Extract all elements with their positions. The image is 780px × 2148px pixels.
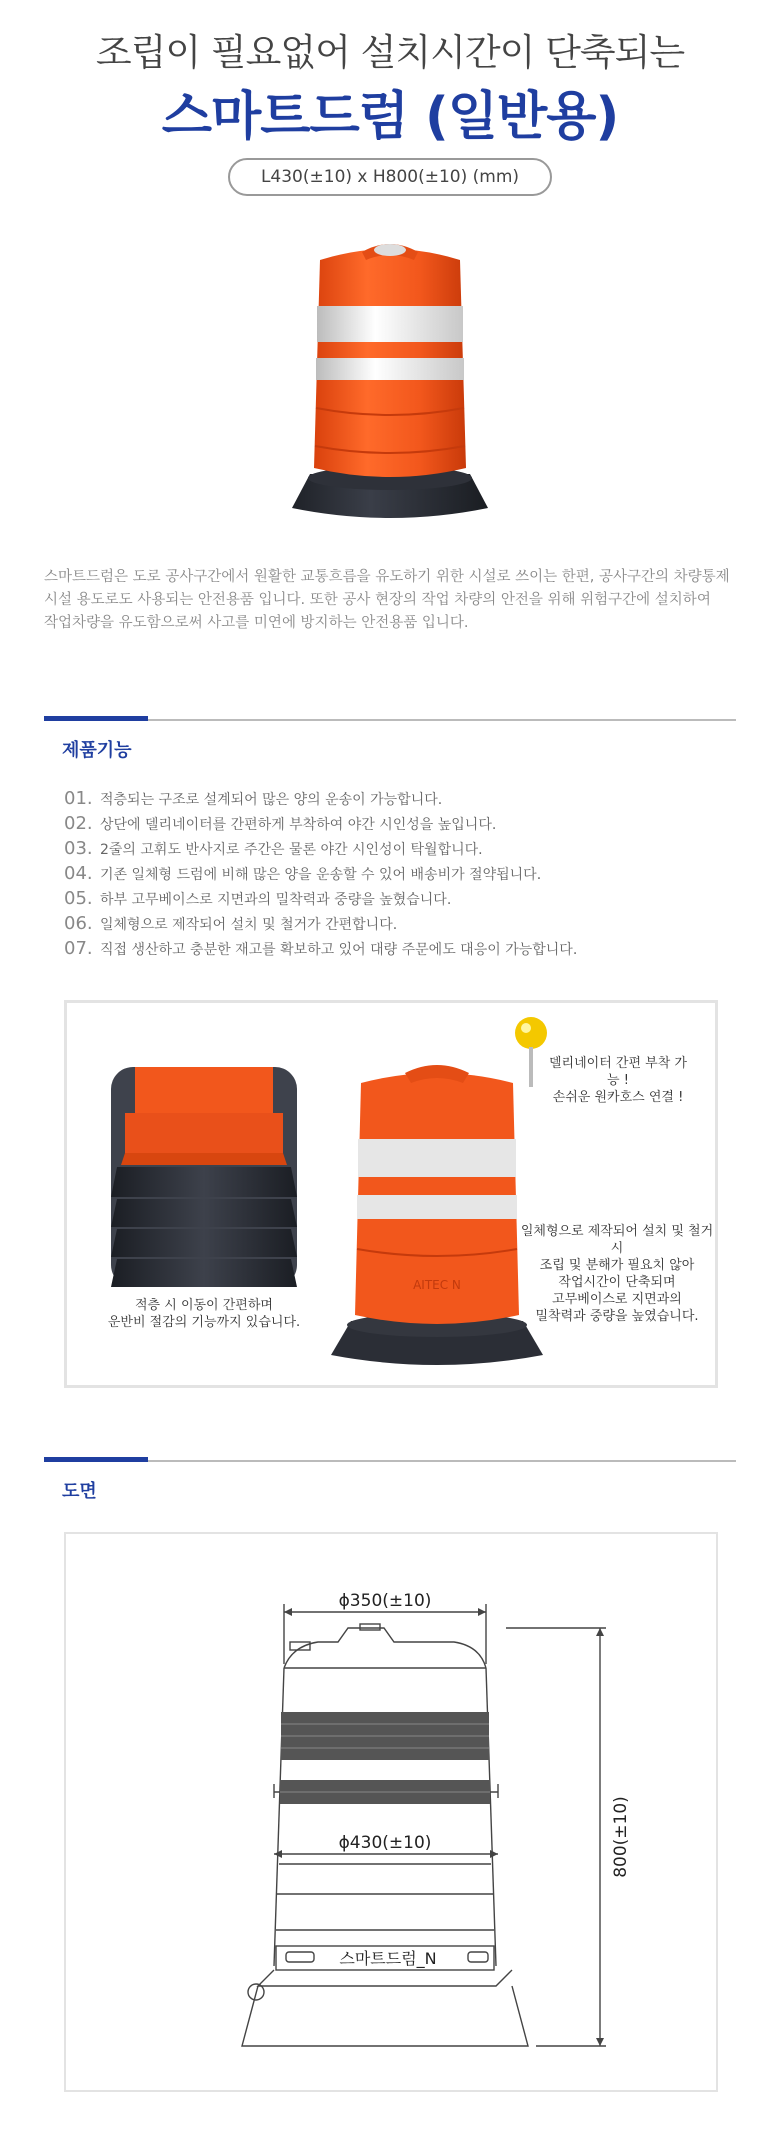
feature-text: 직접 생산하고 충분한 재고를 확보하고 있어 대량 주문에도 대응이 가능합니다. — [100, 942, 578, 958]
feature-text: 상단에 델리네이터를 간편하게 부착하여 야간 시인성을 높입니다. — [100, 817, 497, 833]
callout-line: 고무베이스로 지면과의 — [552, 1292, 682, 1307]
feature-item — [64, 913, 397, 934]
product-description — [44, 566, 736, 635]
base-callout — [517, 1223, 717, 1325]
callout-line: 일체형으로 제작되어 설치 및 철거 시 — [520, 1224, 714, 1256]
product-image — [280, 236, 500, 536]
feature-item — [64, 863, 541, 884]
hero-title: 스마트드럼 (일반용) — [161, 87, 619, 147]
spec-badge: L430(±10) x H800(±10) (mm) — [228, 158, 552, 196]
feature-item — [64, 888, 451, 909]
callout-line: 조립 및 분해가 필요치 않아 — [539, 1258, 695, 1273]
feature-num: 01. — [64, 788, 93, 809]
feature-item — [64, 813, 496, 834]
caption-line: 적층 시 이동이 간편하며 — [135, 1298, 273, 1313]
feature-num: 03. — [64, 838, 93, 859]
stack-caption — [91, 1297, 317, 1331]
section-accent — [44, 1457, 148, 1462]
section-accent — [44, 716, 148, 721]
plate-label: 스마트드럼_N — [339, 1949, 437, 1968]
feature-item — [64, 938, 577, 959]
technical-drawing — [66, 1534, 716, 2090]
feature-text: 기존 일체형 드럼에 비해 많은 양을 운송할 수 있어 배송비가 절약됩니다. — [100, 867, 542, 883]
drawing-title: 도면 — [62, 1481, 97, 1502]
feature-num: 02. — [64, 813, 93, 834]
base-diameter-label: ϕ430(±10) — [338, 1833, 432, 1853]
callout-line: 델리네이터 간편 부착 가능 ! — [549, 1056, 687, 1088]
caption-line: 운반비 절감의 기능까지 있습니다. — [107, 1315, 301, 1330]
description-line: 시설 용도로도 사용되는 안전용품 입니다. 또한 공사 현장의 작업 차량의 안전을 위해 위험구간에 설치하여 — [44, 592, 711, 608]
feature-text: 적층되는 구조로 설계되어 많은 양의 운송이 가능합니다. — [100, 792, 443, 808]
feature-text: 2줄의 고휘도 반사지로 주간은 물론 야간 시인성이 탁월합니다. — [100, 842, 483, 858]
delineator-callout — [543, 1055, 693, 1106]
feature-item — [64, 788, 442, 809]
callout-line: 밀착력과 중량을 높였습니다. — [535, 1309, 699, 1324]
callout-line: 작업시간이 단축되며 — [558, 1275, 676, 1290]
drum-embossed-label: AITEC N — [413, 1278, 461, 1292]
height-label: 800(±10) — [611, 1796, 631, 1878]
stacked-drums-image — [111, 1067, 297, 1287]
feature-num: 07. — [64, 938, 93, 959]
feature-num: 04. — [64, 863, 93, 884]
feature-item — [64, 838, 483, 859]
callout-line: 손쉬운 원카호스 연결 ! — [552, 1090, 684, 1105]
top-diameter-label: ϕ350(±10) — [338, 1591, 432, 1611]
description-line: 스마트드럼은 도로 공사구간에서 원활한 교통흐름을 유도하기 위한 시설로 쓰이는 한편, 공사구간의 차량통제 — [44, 569, 730, 585]
feature-num: 05. — [64, 888, 93, 909]
feature-text: 하부 고무베이스로 지면과의 밀착력과 중량을 높혔습니다. — [100, 892, 452, 908]
hero-subtitle: 조립이 필요없어 설치시간이 단축되는 — [95, 31, 685, 74]
feature-num: 06. — [64, 913, 93, 934]
description-line: 작업차량을 유도함으로써 사고를 미연에 방지하는 안전용품 입니다. — [44, 615, 469, 631]
features-title: 제품기능 — [62, 740, 132, 761]
detail-panel — [64, 1000, 718, 1388]
drawing-panel — [64, 1532, 718, 2092]
feature-text: 일체형으로 제작되어 설치 및 철거가 간편합니다. — [100, 917, 398, 933]
